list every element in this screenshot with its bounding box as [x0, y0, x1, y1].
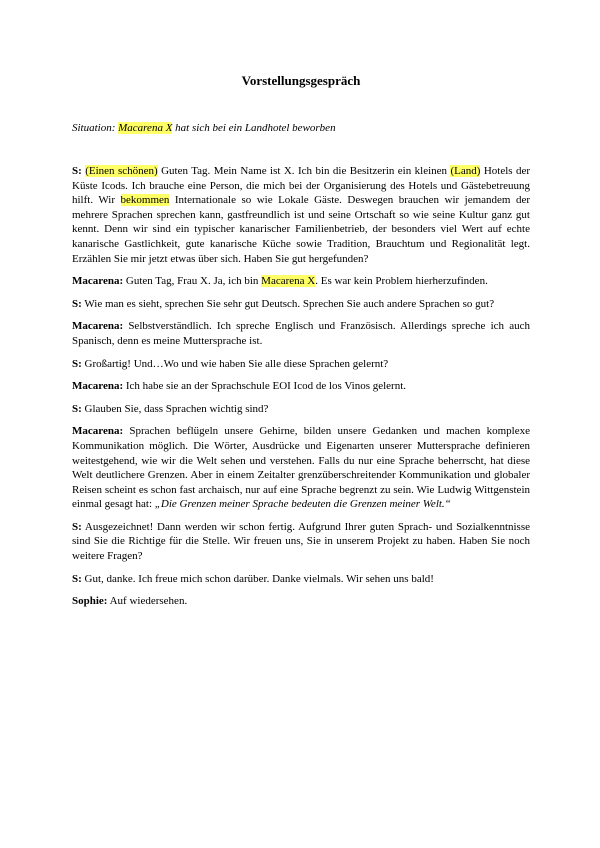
- paragraph-text: Ich habe sie an der Sprachschule EOI Icod de los Vinos gelernt.: [123, 380, 407, 393]
- situation-line: [72, 121, 530, 135]
- dialog: [72, 164, 530, 617]
- highlight: Macarena X: [261, 275, 316, 288]
- paragraph-text: Ausgezeichnet! Dann werden wir schon fertig. Aufgrund Ihrer guten Sprach- und Sozialkenntnisse sind Sie die Richtige für die Stelle. Wir freuen uns, Sie in unserem Projekt zu haben. Haben Sie noch weitere Fragen?: [72, 520, 530, 563]
- speaker-label: S:: [72, 402, 82, 415]
- situation-text: hat sich bei ein Landhotel beworben: [172, 122, 336, 134]
- dialog-paragraph-1: [72, 164, 530, 266]
- situation-prefix: Situation:: [72, 122, 119, 134]
- speaker-label: Macarena:: [72, 320, 124, 333]
- dialog-paragraph-3: [72, 297, 530, 312]
- dialog-paragraph-10: [72, 572, 530, 587]
- highlight: (Land): [450, 165, 481, 177]
- paragraph-text: Glauben Sie, dass Sprachen wichtig sind?: [81, 402, 269, 415]
- dialog-paragraph-5: [72, 357, 530, 372]
- dialog-paragraph-2: [72, 274, 530, 289]
- paragraph-text: Großartig! Und…Wo und wie haben Sie alle diese Sprachen gelernt?: [81, 357, 389, 370]
- paragraph-text: Gut, danke. Ich freue mich schon darüber. Danke vielmals. Wir sehen uns bald!: [81, 572, 434, 585]
- dialog-paragraph-6: [72, 379, 530, 394]
- speaker-label: S:: [72, 165, 82, 177]
- document-title: Vorstellungsgespräch: [241, 73, 361, 88]
- situation-name-highlight: Macarena X: [118, 122, 173, 134]
- speaker-label: Sophie:: [72, 595, 108, 608]
- paragraph-text: Sprachen beflügeln unsere Gehirne, bilden unsere Gedanken und machen komplexe Kommunikation möglich. Die Wörter, Ausdrücke und Eigenarten unserer Muttersprache definieren weitestgehend, wie wir die Welt sehen und verstehen. Falls du nur eine Sprache beherrscht, hat diese Welt deutlichere Grenzen. Aber in einem Zeitalter grenzüberschreitender Kommunikation und globaler Reisen scheint es schon fast archaisch, nur auf eine Sprache begrenzt zu sein. Wie Ludwig Wittgenstein einmal gesagt hat:: [72, 425, 530, 511]
- speaker-label: Macarena:: [72, 380, 124, 393]
- highlight: bekommen: [120, 194, 170, 207]
- speaker-label: S:: [72, 357, 82, 370]
- paragraph-text: Selbstverständlich. Ich spreche Englisch und Französisch. Allerdings spreche ich auch Spanisch, denn es meine Muttersprache ist.: [72, 320, 530, 347]
- paragraph-text: Guten Tag. Mein Name ist X. Ich bin die Besitzerin ein kleinen: [157, 165, 451, 177]
- paragraph-text: Wie man es sieht, sprechen Sie sehr gut Deutsch. Sprechen Sie auch andere Sprachen so gut?: [81, 297, 495, 310]
- dialog-paragraph-11: [72, 594, 530, 609]
- highlight: (Einen schönen): [85, 165, 158, 177]
- speaker-label: Macarena:: [72, 425, 124, 438]
- speaker-label: S:: [72, 572, 82, 585]
- speaker-label: S:: [72, 297, 82, 310]
- paragraph-text: Guten Tag, Frau X. Ja, ich bin: [123, 275, 262, 288]
- speaker-label: S:: [72, 520, 82, 533]
- dialog-paragraph-4: [72, 319, 530, 348]
- wittgenstein-quote: „Die Grenzen meiner Sprache bedeuten die Grenzen meiner Welt.“: [154, 498, 451, 511]
- paragraph-text: . Es war kein Problem hierherzufinden.: [315, 275, 488, 288]
- paragraph-text: Auf wiedersehen.: [107, 595, 188, 608]
- speaker-label: Macarena:: [72, 275, 124, 288]
- paragraph-text: Internationale so wie Lokale Gäste. Deswegen brauchen wir jemandem der mehrere Sprachen sprechen kann, gastfreundlich ist und seine Ortschaft so wie seine Kultur ganz gut kennt. Denn wir sind ein typischer kanarischer Familienbetrieb, der besonders viel Wert auf echte kanarische Gastlichkeit, gute kanarische Küche sowie Tradition, Brauchtum und Regionalität legt. Erzählen Sie mir jetzt etwas über sich. Haben Sie gut hergefunden?: [72, 194, 530, 265]
- dialog-paragraph-9: [72, 520, 530, 564]
- dialog-paragraph-8: [72, 424, 530, 512]
- paragraph-text: Hotels der Küste Icods. Ich brauche eine Person, die mich bei der Organisierung des Hotels und Gästebetreuung hilft. Wir: [72, 165, 531, 207]
- dialog-paragraph-7: [72, 402, 530, 417]
